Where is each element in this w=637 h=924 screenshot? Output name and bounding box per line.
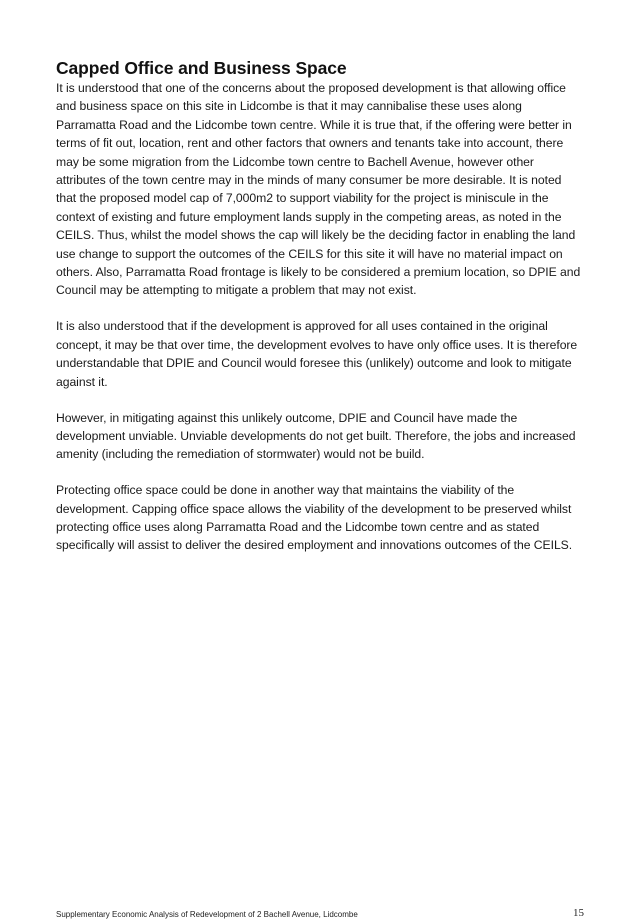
footer-page-number: 15 bbox=[573, 907, 584, 919]
section-heading: Capped Office and Business Space bbox=[56, 58, 347, 78]
paragraph-cannibalisation: It is understood that one of the concerns about the proposed development is that allowing office and business space on this site in Lidcombe is that it may cannibalise these uses along Parramatta Road and the Lidcombe town centre. While it is true that, if the offering were better in terms of fit out, location, rent and other factors that owners and tenants take into account, there may be some migration from the Lidcombe town centre to Bachell Avenue, however other attributes of the town centre may in the minds of many consumer be more desirable. It is noted that the proposed model cap of 7,000m2 to support viability for the project is miniscule in the context of existing and future employment lands supply in the competing areas, as noted in the CEILS. Thus, whilst the model shows the cap will likely be the deciding factor in enabling the land use change to support the outcomes of the CEILS for this site it will have no material impact on others. Also, Parramatta Road frontage is likely to be considered a premium location, so DPIE and Council may be attempting to mitigate a problem that may not exist. bbox=[56, 81, 581, 298]
paragraph-unviable-development: However, in mitigating against this unlikely outcome, DPIE and Council have made the development unviable. Unviable developments do not get built. Therefore, the jobs and increased amenity (including the remediation of stormwater) would not be build. bbox=[56, 410, 576, 462]
section-body bbox=[56, 57, 584, 572]
footer-document-title: Supplementary Economic Analysis of Redevelopment of 2 Bachell Avenue, Lidcombe bbox=[56, 910, 358, 919]
paragraph-office-evolution: It is also understood that if the development is approved for all uses contained in the original concept, it may be that over time, the development evolves to have only office uses. It is therefore understandable that DPIE and Council would foresee this (unlikely) outcome and look to mitigate against it. bbox=[56, 319, 578, 389]
paragraph-protecting-office-space: Protecting office space could be done in another way that maintains the viability of the development. Capping office space allows the viability of the development to be preserved whilst protecting office uses along Parramatta Road and the Lidcombe town centre and as stated specifically will assist to deliver the desired employment and innovations outcomes of the CEILS. bbox=[56, 483, 573, 553]
